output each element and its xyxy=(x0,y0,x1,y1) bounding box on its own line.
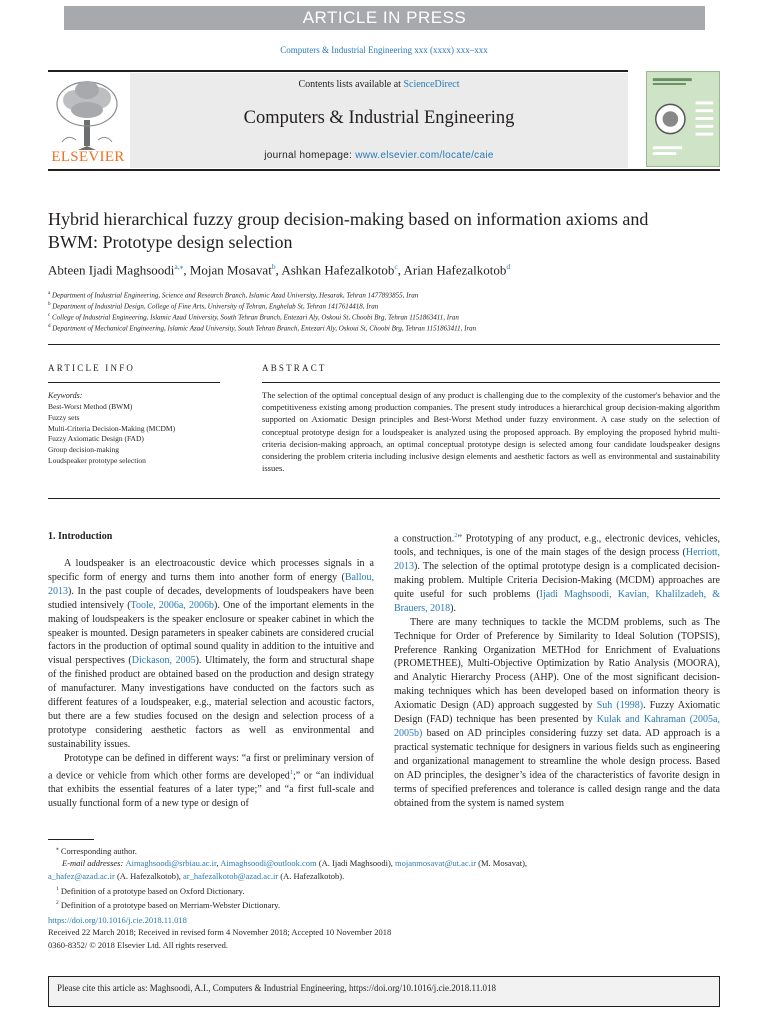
text-run: (M. Mosavat), xyxy=(476,858,528,869)
masthead-bottom-rule xyxy=(48,169,720,171)
text-run: Prototype can be defined in different ways: “a first or preliminary version of a device or vehicle from which other forms are developed xyxy=(48,752,374,781)
footnote-2 xyxy=(48,897,720,911)
text-run: ). xyxy=(450,602,456,614)
journal-reference-link[interactable]: Computers & Industrial Engineering xxx (xxxx) xxx–xxx xyxy=(280,45,488,55)
footnote-marker: 1 xyxy=(56,885,59,892)
citation-link[interactable]: Dickason, 2005 xyxy=(131,655,196,667)
article-title: Hybrid hierarchical fuzzy group decision-making based on information axioms and BWM: Prototype design selection xyxy=(48,209,649,252)
footnote-marker[interactable]: 2 xyxy=(454,532,458,539)
affiliation-marker: d xyxy=(48,324,51,329)
publication-info xyxy=(48,914,720,951)
text-run: (A. Hafezalkotob). xyxy=(278,871,345,882)
publisher-wordmark: ELSEVIER xyxy=(51,149,125,165)
article-info-rule xyxy=(48,382,220,383)
affiliation-text: College of Industrial Engineering, Islamic Azad University, South Tehran Branch, Entezari Aly, Oskoui St, Choobi Brg, Tehran 1151863411, Iran xyxy=(51,313,459,322)
masthead-top-rule xyxy=(48,70,628,72)
text-run: a construction. xyxy=(394,533,455,545)
author-affiliation-marker[interactable]: d xyxy=(506,262,511,271)
abstract-text: The selection of the optimal conceptual design of any product is challenging due to the complexity of the customer's behavior and the competitiveness existing among production companies. The present study introduces a hierarchical group decision-making algorithm supported on Axiomatic Design principles and Best-Worst Method under fuzzy environment. A case study on the selection of conceptual prototype design for a loudspeaker is analyzed using the proposed approach. By employing the proposed hybrid multi-criteria decision-making approach, an optimal conceptual prototype design is selected among four candidate loudspeaker designs considering the problem criteria including inclusive design elements and aesthetic factors as well as environmental and sustainability issues. xyxy=(262,390,720,474)
asterisk-marker: ⁎ xyxy=(56,846,59,852)
article-in-press-banner: ARTICLE IN PRESS xyxy=(64,6,705,30)
keywords-label: Keywords: xyxy=(48,391,83,400)
author-affiliation-marker[interactable]: b xyxy=(271,262,276,271)
text-run: A loudspeaker is an electroacoustic device which processes signals in a specific form of energy and turns them into another form of energy ( xyxy=(48,558,374,583)
author-list: Abteen Ijadi Maghsoodi$^{a,⁎}$, Mojan Mosavat$^b$, Ashkan Hafezalkotob$^c$, Arian Hafezalkotob$^d$ xyxy=(48,262,511,278)
text-run: ). The selection of the optimal prototype design is a complicated decision-making problem. Multiple Criteria Decision-Making (MCDM) approaches are quite useful for such problems ( xyxy=(394,561,720,600)
author-name[interactable]: Abteen Ijadi Maghsoodi xyxy=(48,262,175,278)
footnote-text: Definition of a prototype based on Merriam-Webster Dictionary. xyxy=(60,899,281,910)
contents-prefix: Contents lists available at xyxy=(298,79,404,90)
footnote-text: Definition of a prototype based on Oxford Dictionary. xyxy=(60,885,245,896)
text-run: ;” or “an individual that exhibits the essential features of a later type;” and “a first full-scale and usually functional form of a new type or design of xyxy=(48,769,374,809)
footnote-marker[interactable]: 1 xyxy=(289,768,294,776)
text-run: , xyxy=(216,858,221,869)
footnote-text: Corresponding author. xyxy=(60,845,137,856)
email-link[interactable]: mojanmosavat@ut.ac.ir xyxy=(395,858,477,869)
citation-link[interactable]: Herriott, 2013 xyxy=(394,547,720,573)
abstract-heading: ABSTRACT xyxy=(262,363,327,373)
received-dates: Received 22 March 2018; Received in revised form 4 November 2018; Accepted 10 November 2018 xyxy=(48,927,392,938)
citation-link[interactable]: Ballou, 2013 xyxy=(48,571,374,597)
footnotes xyxy=(48,843,720,911)
text-run: . Fuzzy Axiomatic Design (FAD) technique has been presented by xyxy=(394,700,720,726)
email-addresses-cont xyxy=(48,870,720,883)
journal-cover-thumbnail[interactable] xyxy=(646,71,720,167)
email-link[interactable]: Aimaghsoodi@outlook.com xyxy=(220,858,317,869)
text-run: (A. Ijadi Maghsoodi), xyxy=(316,858,396,869)
citation-link[interactable]: Ijadi Maghsoodi, Kavian, Khalilzadeh, & Brauers, 2018 xyxy=(394,588,720,614)
email-addresses xyxy=(48,857,720,870)
article-info-heading: ARTICLE INFO xyxy=(48,363,136,373)
email-link[interactable]: ar_hafezalkotob@azad.ac.ir xyxy=(183,871,279,882)
keyword-item: Loudspeaker prototype selection xyxy=(48,455,146,465)
footnote-1 xyxy=(48,883,720,897)
keyword-item: Group decision-making xyxy=(48,445,120,455)
cite-this-article-box: Please cite this article as: Maghsoodi, A.I., Computers & Industrial Engineering, https://doi.org/10.1016/j.cie.2018.11.018 xyxy=(48,976,720,1007)
text-run: ). In the past couple of decades, developments of loudspeakers have been studied intensively ( xyxy=(48,585,374,611)
email-label: E-mail addresses: xyxy=(62,858,126,869)
text-run: ). Ultimately, the form and structural shape of the finished product are obtained based on the production and design strategy of manufacturer. Many investigations have conducted on the factors such as different features of a loudspeaker, e.g., material selection and acoustic factors, but there are a few studies focused on the design and selection process of a prototype considering aesthetic factors as well as environmental and sustainability issues. xyxy=(48,655,375,750)
affiliation-text: Department of Mechanical Engineering, Islamic Azad University, South Tehran Branch, Entezari Aly, Oskoui St, Choobi Brg, Tehran 1151863411, Iran xyxy=(52,324,477,333)
sciencedirect-link[interactable]: ScienceDirect xyxy=(403,79,460,90)
info-top-rule xyxy=(48,344,720,345)
journal-title: Computers & Industrial Engineering xyxy=(243,108,515,128)
author-name[interactable]: Mojan Mosavat xyxy=(189,262,272,278)
author-name[interactable]: Ashkan Hafezalkotob xyxy=(281,262,395,278)
text-run: There are many techniques to tackle the MCDM problems, such as The Technique for Order of Preference by Similarity to Ideal Solution (TOPSIS), Preference Ranking Organization METHod for Enrichment of Evaluations (PROMETHEE), Multi-Objective Optimization by Ratio Analysis (MOORA), and Analytic Hierarchy Process (AHP). One of the most significant decision-making techniques which has been developed based on information theory is Axiomatic Design (AD) approach suggested by xyxy=(394,616,720,712)
homepage-prefix: journal homepage: xyxy=(264,150,356,161)
section-heading-introduction: 1. Introduction xyxy=(48,531,113,542)
text-run: based on AD principles considering fuzzy set data. AD approach is a practical systematic technique for designers in various fields such as engineering and organizational management to streamline the whole design process. Based on AD principles, the designer’s idea of the characteristics of favorite design in terms of specified preferences and tolerance is called design range and the data obtained from the system is named system xyxy=(394,728,720,809)
journal-homepage xyxy=(130,150,628,161)
affiliation-marker: b xyxy=(48,302,51,307)
abstract-rule xyxy=(262,382,720,383)
email-link[interactable]: Aimaghsoodi@srbiau.ac.ir xyxy=(125,858,217,869)
citation-link[interactable]: Toole, 2006a, 2006b xyxy=(130,599,215,611)
author-affiliation-marker[interactable]: c xyxy=(394,262,398,271)
paragraph xyxy=(394,529,720,616)
affiliation-text: Department of Industrial Engineering, Science and Research Branch, Islamic Azad University, Hesarak, Tehran 1477893855, Iran xyxy=(51,291,419,300)
affiliation-marker: c xyxy=(48,313,51,318)
homepage-link[interactable]: www.elsevier.com/locate/caie xyxy=(355,150,494,161)
body-left-column xyxy=(48,557,374,811)
affiliation-d xyxy=(48,321,720,334)
doi-link[interactable]: https://doi.org/10.1016/j.cie.2018.11.018 xyxy=(48,915,187,925)
keyword-item: Fuzzy Axiomatic Design (FAD) xyxy=(48,434,144,444)
copyright-notice: 0360-8352/ © 2018 Elsevier Ltd. All rights reserved. xyxy=(48,939,228,950)
text-run: ). One of the important elements in the making of loudspeakers is the speaker enclosure or speaker cabinet in which the speaker is mounted. Design parameters in speaker cabinets are considered crucial factors in the production of optimal sound quality in addition to the intuitive and visual perspectives ( xyxy=(48,599,374,667)
keyword-item: Best-Worst Method (BWM) xyxy=(48,402,133,411)
body-top-rule xyxy=(48,498,720,499)
text-run: ” Prototyping of any product, e.g., electronic devices, vehicles, tools, and techniques, is one of the main stages of the design process ( xyxy=(394,533,721,559)
affiliation-text: Department of Industrial Design, College of Fine Arts, University of Tehran, Enghelab St, Tehran 1417614418, Iran xyxy=(52,302,379,311)
paragraph xyxy=(48,557,374,752)
keyword-item: Multi-Criteria Decision-Making (MCDM) xyxy=(48,423,176,433)
keywords-list xyxy=(48,402,175,467)
footnote-marker: 2 xyxy=(56,900,59,907)
affiliation-marker: a xyxy=(48,291,51,296)
paragraph xyxy=(394,616,720,811)
email-link[interactable]: a_hafez@azad.ac.ir xyxy=(48,871,115,882)
body-right-column xyxy=(394,529,720,810)
footnote-rule xyxy=(48,839,94,840)
citation-link[interactable]: Suh (1998) xyxy=(596,700,644,712)
keyword-item: Fuzzy sets xyxy=(48,412,80,422)
author-affiliation-marker[interactable]: a,⁎ xyxy=(174,262,184,271)
author-name[interactable]: Arian Hafezalkotob xyxy=(403,262,507,278)
paragraph xyxy=(48,752,374,811)
contents-available xyxy=(130,79,628,90)
corresponding-author-note xyxy=(48,843,720,857)
citation-link[interactable]: Kulak and Kahraman (2005a, 2005b) xyxy=(394,714,720,740)
text-run: (A. Hafezalkotob), xyxy=(114,871,184,882)
